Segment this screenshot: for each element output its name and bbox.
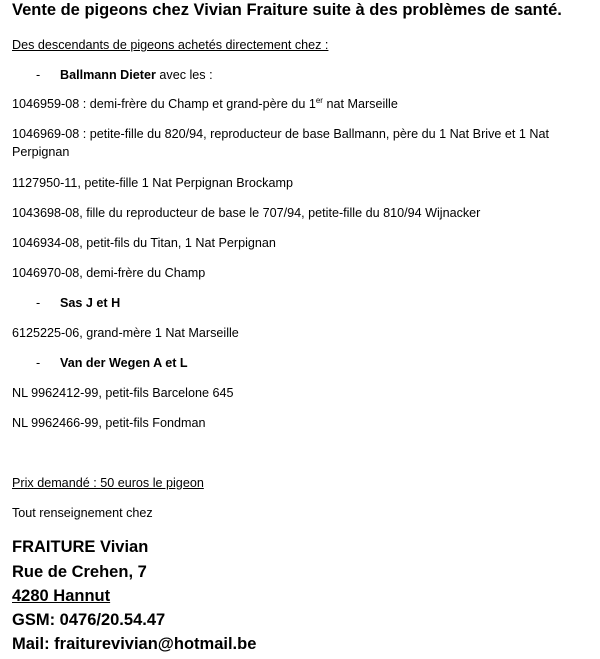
intro-text: Des descendants de pigeons achetés directement chez : (12, 38, 329, 52)
contact-city: 4280 Hannut (12, 587, 111, 605)
bullet-dash: - (36, 296, 41, 310)
pigeon-entry-text-end: nat Marseille (322, 97, 398, 111)
bullet-dash: - (36, 356, 41, 370)
pigeon-entry: 1046970-08, demi-frère du Champ (12, 266, 206, 280)
breeder-heading-ballmann (36, 66, 213, 84)
pigeon-entry: 1043698-08, fille du reproducteur de base le 707/94, petite-fille du 810/94 Wijnacker (12, 206, 481, 220)
pigeon-entry: NL 9962412-99, petit-fils Barcelone 645 (12, 386, 234, 400)
breeder-name: Sas J et H (60, 296, 121, 310)
bullet-dash: - (36, 68, 41, 82)
contact-mail: Mail: fraiturevivian@hotmail.be (12, 635, 257, 653)
breeder-name: Ballmann Dieter (60, 68, 156, 82)
pigeon-entry: 1046969-08 : petite-fille du 820/94, reproducteur de base Ballmann, père du 1 Nat Brive et 1 Nat Perpignan (12, 127, 549, 159)
breeder-name: Van der Wegen A et L (60, 356, 188, 370)
price-text: Prix demandé : 50 euros le pigeon (12, 476, 204, 490)
contact-name: FRAITURE Vivian (12, 538, 149, 556)
superscript: er (315, 95, 323, 105)
pigeon-entry: 1046934-08, petit-fils du Titan, 1 Nat Perpignan (12, 236, 276, 250)
pigeon-entry: NL 9962466-99, petit-fils Fondman (12, 416, 206, 430)
pigeon-entry: 6125225-06, grand-mère 1 Nat Marseille (12, 326, 239, 340)
breeder-heading-van-der-wegen (36, 354, 188, 372)
pigeon-entry: 1127950-11, petite-fille 1 Nat Perpignan Brockamp (12, 176, 293, 190)
contact-street: Rue de Crehen, 7 (12, 563, 147, 581)
pigeon-entry (12, 95, 398, 113)
contact-gsm: GSM: 0476/20.54.47 (12, 611, 166, 629)
info-text: Tout renseignement chez (12, 506, 153, 520)
pigeon-entry-text: 1046959-08 : demi-frère du Champ et grand-père du 1 (12, 97, 316, 111)
page-title: Vente de pigeons chez Vivian Fraiture suite à des problèmes de santé. (12, 1, 562, 19)
breeder-suffix: avec les : (155, 68, 213, 82)
breeder-heading-sas (36, 294, 120, 312)
